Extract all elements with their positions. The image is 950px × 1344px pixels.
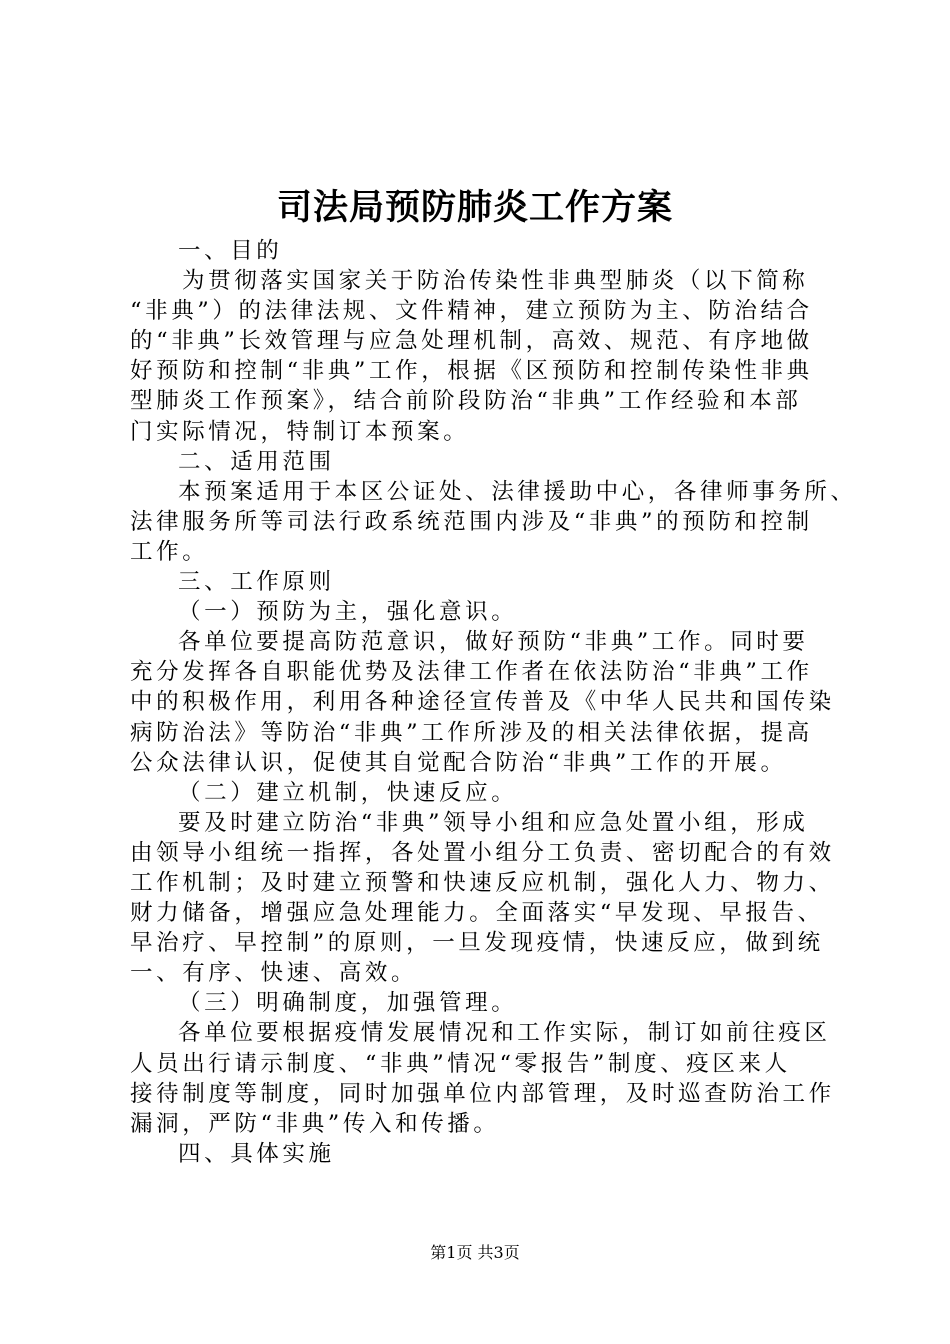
- text-line: 为贯彻落实国家关于防治传染性非典型肺炎（以下简称: [182, 268, 809, 295]
- text-line: 各单位要根据疫情发展情况和工作实际，制订如前往疫区: [178, 1020, 831, 1047]
- text-line: 工作。: [130, 538, 209, 565]
- text-line: 一、目的: [178, 238, 283, 264]
- text-line: 四、具体实施: [178, 1140, 335, 1167]
- text-line: 型肺炎工作预案》，结合前阶段防治“非典”工作经验和本部: [130, 388, 802, 415]
- text-line: 公众法律认识，促使其自觉配合防治“非典”工作的开展。: [130, 749, 787, 776]
- text-line: 病防治法》等防治“非典”工作所涉及的相关法律依据，提高: [130, 719, 813, 746]
- text-line: 工作机制；及时建立预警和快速反应机制，强化人力、物力、: [130, 869, 835, 896]
- text-line: 法律服务所等司法行政系统范围内涉及“非典”的预防和控制: [130, 508, 813, 535]
- text-line: “非典”）的法律法规、文件精神，建立预防为主、防治结合: [130, 298, 813, 325]
- text-line: （二）建立机制，快速反应。: [178, 779, 518, 806]
- page-footer: 第1页 共3页: [430, 1243, 520, 1262]
- text-line: 中的积极作用，利用各种途径宣传普及《中华人民共和国传染: [130, 689, 835, 716]
- document-title: 司法局预防肺炎工作方案: [276, 187, 673, 228]
- text-line: 人员出行请示制度、“非典”情况“零报告”制度、疫区来人: [130, 1050, 791, 1077]
- text-line: （一）预防为主，强化意识。: [178, 599, 518, 626]
- text-line: 要及时建立防治“非典”领导小组和应急处置小组，形成: [178, 809, 809, 836]
- text-line: 好预防和控制“非典”工作，根据《区预防和控制传染性非典: [130, 358, 813, 385]
- text-line: 的“非典”长效管理与应急处理机制，高效、规范、有序地做: [130, 328, 813, 355]
- text-line: 各单位要提高防范意识，做好预防“非典”工作。同时要: [178, 629, 809, 656]
- document-body: [130, 236, 857, 1169]
- text-line: 财力储备，增强应急处理能力。全面落实“早发现、早报告、: [130, 900, 824, 927]
- text-line: 三、工作原则: [178, 569, 335, 596]
- text-line: （三）明确制度，加强管理。: [178, 990, 518, 1017]
- text-line: 漏洞，严防“非典”传入和传播。: [130, 1110, 500, 1137]
- text-line: 本预案适用于本区公证处、法律援助中心，各律师事务所、: [178, 478, 857, 505]
- text-line: 早治疗、早控制”的原则，一旦发现疫情，快速反应，做到统: [130, 930, 824, 957]
- text-line: 充分发挥各自职能优势及法律工作者在依法防治“非典”工作: [130, 659, 813, 686]
- text-line: 二、适用范围: [178, 448, 335, 475]
- text-line: 由领导小组统一指挥，各处置小组分工负责、密切配合的有效: [130, 839, 835, 866]
- text-line: 门实际情况，特制订本预案。: [130, 418, 470, 445]
- text-line: 一、有序、快速、高效。: [130, 960, 418, 987]
- text-line: 接待制度等制度，同时加强单位内部管理，及时巡查防治工作: [130, 1080, 835, 1107]
